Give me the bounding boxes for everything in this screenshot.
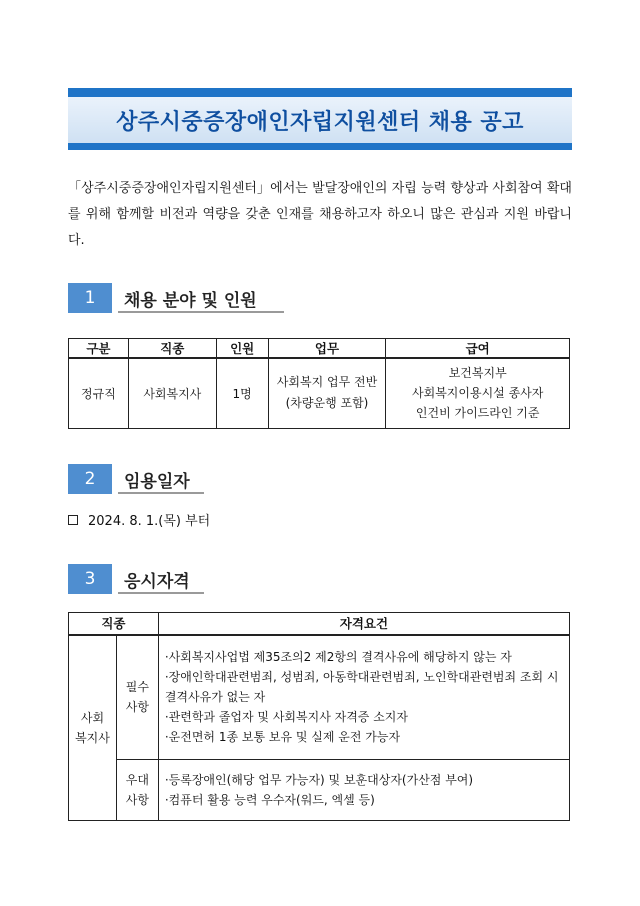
title-fill [68, 97, 572, 143]
recruit-header-category: 구분 [69, 339, 129, 359]
section-2-number: 2 [68, 464, 112, 494]
section-1-underline [118, 311, 284, 313]
appointment-date-line [68, 510, 210, 529]
recruit-duty [268, 358, 386, 428]
title-bar-top [68, 88, 572, 97]
recruit-job: 사회복지사 [128, 358, 216, 428]
required-label-line2: 사항 [125, 700, 149, 714]
section-2-underline [118, 492, 204, 494]
table-row [69, 358, 570, 428]
qualification-job-line2: 복지사 [75, 730, 110, 745]
required-items [158, 635, 569, 760]
qualification-table [68, 612, 570, 821]
recruit-count: 1명 [216, 358, 268, 428]
recruit-duty-line1: 사회복지 업무 전반 [276, 375, 378, 390]
list-item: ·컴퓨터 활용 능력 우수자(워드, 엑셀 등) [164, 792, 375, 807]
qualification-header-job: 직종 [69, 613, 159, 635]
appointment-date: 2024. 8. 1.(목) 부터 [88, 514, 211, 529]
required-label [116, 635, 158, 760]
table-row [69, 635, 570, 760]
section-2-title: 임용일자 [124, 471, 190, 492]
section-3-number: 3 [68, 564, 112, 594]
required-label-line1: 필수 [125, 680, 149, 694]
section-1-title-wrap [118, 283, 263, 313]
list-item: ·장애인학대관련범죄, 성범죄, 아동학대관련범죄, 노인학대관련범죄 조회 시 결격사유가 없는 자 [164, 670, 559, 704]
list-item: ·관련학과 졸업자 및 사회복지사 자격증 소지자 [164, 710, 408, 724]
section-1-title: 채용 분야 및 인원 [124, 290, 257, 311]
section-2-title-wrap [118, 464, 196, 494]
preferred-label-line2: 사항 [125, 792, 149, 807]
section-3-title-wrap [118, 564, 196, 594]
recruit-salary [386, 358, 570, 428]
list-item: ·등록장애인(해당 업무 가능자) 및 보훈대상자(가산점 부여) [164, 772, 474, 787]
title-bar-bottom [68, 143, 572, 150]
recruit-header-job: 직종 [128, 339, 216, 359]
qualification-job [69, 635, 117, 821]
qualification-header-row [69, 613, 570, 635]
recruit-header-duty: 업무 [268, 339, 386, 359]
section-1-number: 1 [68, 283, 112, 313]
section-2-header [68, 464, 196, 494]
section-3-underline [118, 592, 204, 594]
section-1-header [68, 283, 263, 313]
table-row [69, 759, 570, 820]
recruit-salary-line2: 사회복지이용시설 종사자 [412, 386, 544, 401]
recruit-salary-line1: 보건복지부 [448, 366, 507, 381]
preferred-items [158, 759, 569, 820]
qualification-job-line1: 사회 [80, 710, 105, 725]
checkbox-bullet-icon [68, 515, 78, 525]
preferred-label [116, 759, 158, 820]
section-3-header [68, 564, 196, 594]
page-title: 상주시중증장애인자립지원센터 채용 공고 [116, 109, 524, 135]
title-banner [68, 88, 572, 150]
recruit-table-header-row [69, 339, 570, 359]
recruit-header-count: 인원 [216, 339, 268, 359]
intro-paragraph: 「상주시중증장애인자립지원센터」에서는 발달장애인의 자립 능력 향상과 사회참여 확대를 위해 함께할 비전과 역량을 갖춘 인재를 채용하고자 하오니 많은 관심과 지원 바랍니다. [68, 181, 572, 248]
list-item: ·사회복지사업법 제35조의2 제2항의 결격사유에 해당하지 않는 자 [164, 650, 512, 664]
recruit-salary-line3: 인건비 가이드라인 기준 [415, 406, 540, 421]
recruit-table [68, 338, 570, 429]
list-item: ·운전면허 1종 보통 보유 및 실제 운전 가능자 [164, 730, 401, 744]
qualification-header-requirements: 자격요건 [158, 613, 569, 635]
recruit-category: 정규직 [69, 358, 129, 428]
recruit-duty-line2: (차량운행 포함) [285, 396, 369, 411]
recruit-header-salary: 급여 [386, 339, 570, 359]
section-3-title: 응시자격 [124, 571, 190, 592]
preferred-label-line1: 우대 [125, 772, 149, 787]
